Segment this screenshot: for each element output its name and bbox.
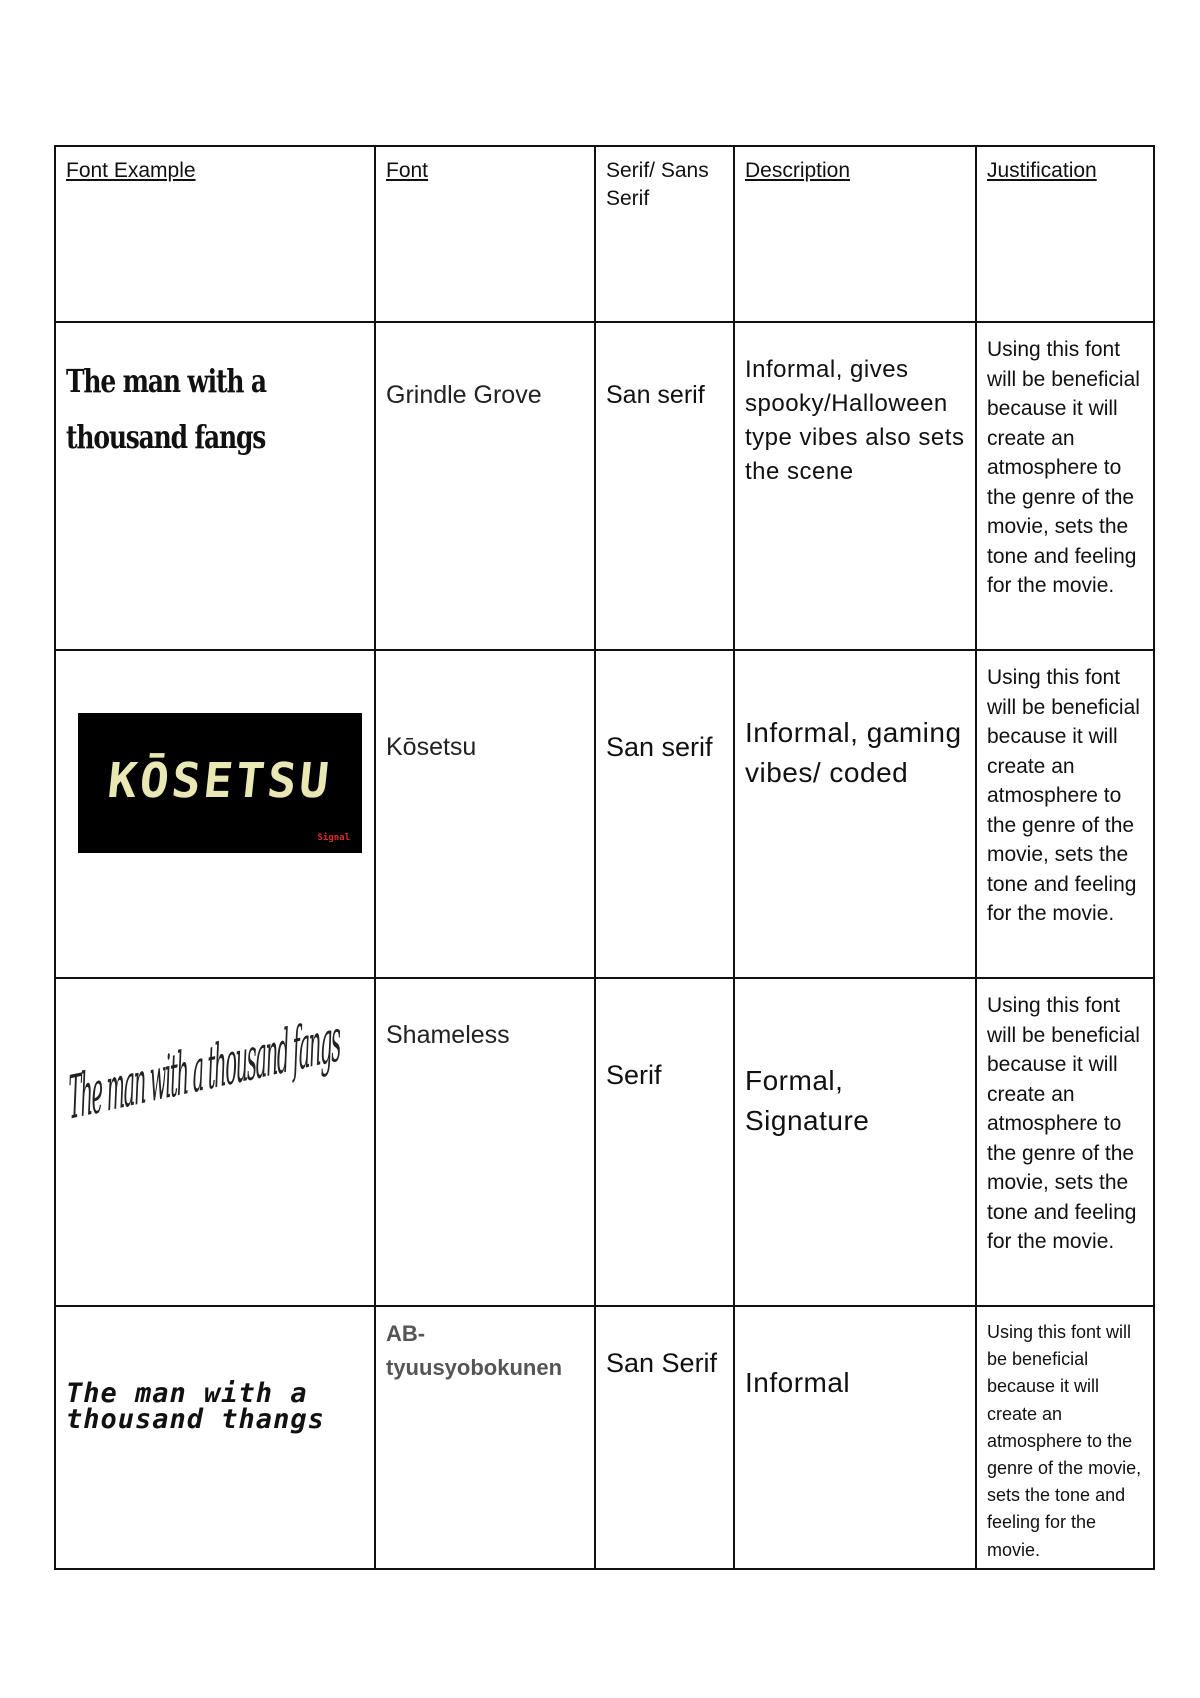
- description-text: Formal, Signature: [745, 1065, 870, 1136]
- font-name: Kōsetsu: [386, 733, 477, 761]
- font-name: Grindle Grove: [386, 381, 542, 409]
- font-example-cell: [55, 978, 375, 1306]
- table-row: [55, 1306, 1154, 1569]
- header-serif: Serif/ Sans Serif: [595, 146, 734, 322]
- justification-cell: [976, 978, 1154, 1306]
- serif-cell: [595, 322, 734, 650]
- description-text: Informal, gaming vibes/ coded: [745, 717, 962, 788]
- font-name-cell: [375, 1306, 595, 1569]
- description-text: Informal: [745, 1367, 851, 1398]
- font-name-cell: [375, 978, 595, 1306]
- font-example-ab-tyuusyobokunen: The man with a thousand thangs: [66, 1378, 325, 1435]
- font-example-cell: [55, 1306, 375, 1569]
- description-cell: [734, 650, 976, 978]
- header-font-example: Font Example: [55, 146, 375, 322]
- serif-cell: [595, 1306, 734, 1569]
- justification-text: Using this font will be beneficial because it will create an atmosphere to the genre of the movie, sets the tone and feeling for the movie.: [987, 1322, 1142, 1560]
- table-row: [55, 978, 1154, 1306]
- serif-value: Serif: [606, 1060, 662, 1090]
- kosetsu-logo-tag: Signal: [317, 833, 350, 843]
- serif-cell: [595, 650, 734, 978]
- kosetsu-logo-text: KŌSETSU: [105, 753, 335, 809]
- header-font: Font: [375, 146, 595, 322]
- font-name-cell: [375, 322, 595, 650]
- description-cell: [734, 322, 976, 650]
- header-description: Description: [734, 146, 976, 322]
- table-row: [55, 650, 1154, 978]
- justification-text: Using this font will be beneficial because it will create an atmosphere to the genre of the movie, sets the tone and feeling for the movie.: [987, 994, 1140, 1253]
- table-row: [55, 322, 1154, 650]
- serif-value: San serif: [606, 732, 713, 762]
- serif-value: San Serif: [606, 1348, 718, 1378]
- font-example-grindle-grove: The man with a thousand fangs: [66, 362, 266, 456]
- justification-text: Using this font will be beneficial because it will create an atmosphere to the genre of the movie, sets the tone and feeling for the movie.: [987, 666, 1140, 925]
- description-cell: [734, 1306, 976, 1569]
- description-cell: [734, 978, 976, 1306]
- justification-text: Using this font will be beneficial because it will create an atmosphere to the genre of the movie, sets the tone and feeling for the movie.: [987, 338, 1140, 597]
- justification-cell: [976, 650, 1154, 978]
- font-example-cell: [55, 650, 375, 978]
- font-example-cell: [55, 322, 375, 650]
- table-header-row: [55, 146, 1154, 322]
- description-text: Informal, gives spooky/Halloween type vibes also sets the scene: [745, 356, 965, 485]
- font-name: Shameless: [386, 1021, 510, 1049]
- justification-cell: [976, 322, 1154, 650]
- font-example-kosetsu-image: [78, 713, 362, 853]
- font-comparison-table: [54, 145, 1155, 1570]
- font-name: AB-tyuusyobokunen: [386, 1321, 563, 1380]
- serif-value: San serif: [606, 381, 705, 409]
- serif-cell: [595, 978, 734, 1306]
- font-name-cell: [375, 650, 595, 978]
- header-justification: Justification: [976, 146, 1154, 322]
- justification-cell: [976, 1306, 1154, 1569]
- font-example-shameless: The man with a thousand fangs: [68, 1004, 341, 1134]
